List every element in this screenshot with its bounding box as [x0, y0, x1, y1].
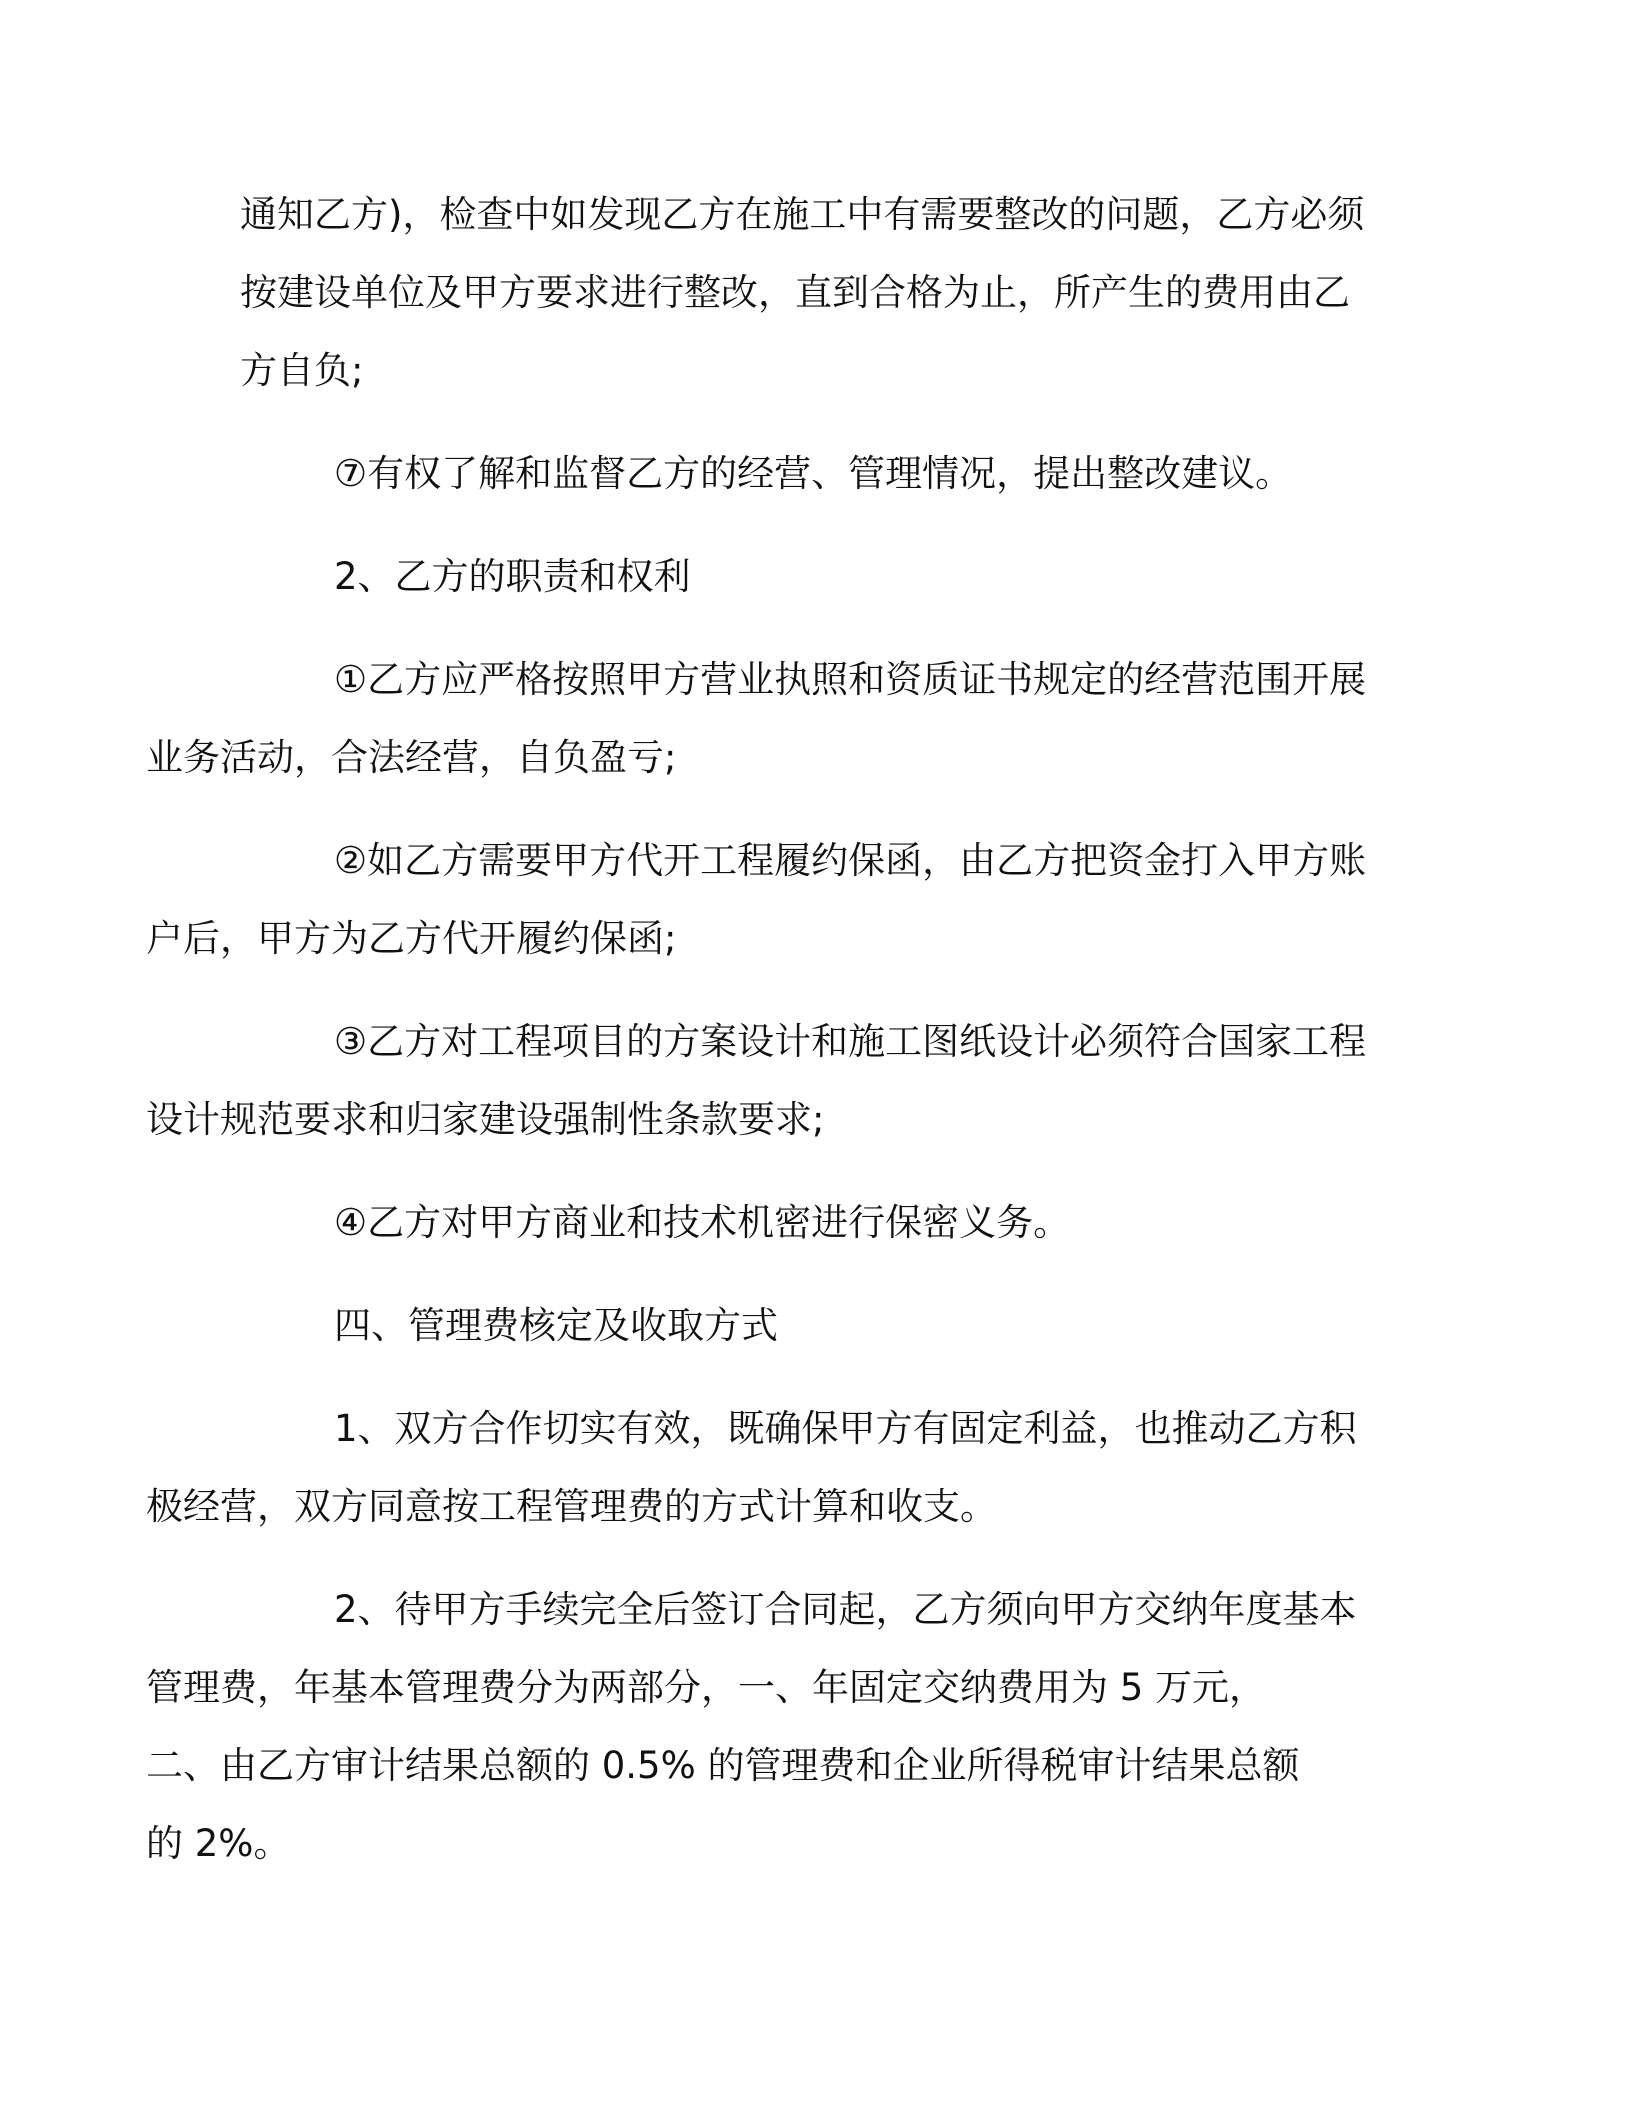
text-line: 2、乙方的职责和权利 — [334, 555, 691, 598]
text-line: 按建设单位及甲方要求进行整改，直到合格为止，所产生的费用由乙 — [240, 271, 1350, 314]
text-line: 四、管理费核定及收取方式 — [334, 1304, 778, 1347]
section-heading-management-fee — [240, 1287, 1400, 1365]
paragraph-fee-clause-2 — [146, 1571, 1400, 1883]
text-line: 管理费，年基本管理费分为两部分，一、年固定交纳费用为 5 万元， — [146, 1666, 1267, 1709]
document-page — [146, 176, 1400, 1908]
text-line: 设计规范要求和归家建设强制性条款要求; — [146, 1098, 825, 1141]
text-line: ③乙方对工程项目的方案设计和施工图纸设计必须符合国家工程 — [334, 1020, 1367, 1063]
text-line: 1、双方合作切实有效，既确保甲方有固定利益，也推动乙方积 — [334, 1407, 1357, 1450]
paragraph-item-1 — [146, 641, 1400, 797]
text-line: ①乙方应严格按照甲方营业执照和资质证书规定的经营范围开展 — [334, 658, 1367, 701]
paragraph-item-4 — [240, 1184, 1400, 1262]
text-line: 方自负; — [240, 349, 364, 392]
paragraph-fee-clause-1 — [146, 1390, 1400, 1546]
text-line: 的 2%。 — [146, 1822, 291, 1865]
text-line: ④乙方对甲方商业和技术机密进行保密义务。 — [334, 1201, 1071, 1244]
paragraph-inspection-rectification — [240, 176, 1400, 410]
paragraph-item-2 — [146, 822, 1400, 978]
paragraph-item-3 — [146, 1003, 1400, 1159]
text-line: ⑦有权了解和监督乙方的经营、管理情况，提出整改建议。 — [334, 452, 1293, 495]
text-line: 二、由乙方审计结果总额的 0.5% 的管理费和企业所得税审计结果总额 — [146, 1744, 1300, 1787]
text-line: 通知乙方)，检查中如发现乙方在施工中有需要整改的问题，乙方必须 — [240, 193, 1365, 236]
text-line: ②如乙方需要甲方代开工程履约保函，由乙方把资金打入甲方账 — [334, 839, 1367, 882]
text-line: 户后，甲方为乙方代开履约保函; — [146, 917, 677, 960]
text-line: 业务活动，合法经营，自负盈亏; — [146, 736, 677, 779]
paragraph-item-7 — [240, 435, 1400, 513]
section-heading-party-b-duties — [240, 538, 1400, 616]
text-line: 2、待甲方手续完全后签订合同起，乙方须向甲方交纳年度基本 — [334, 1588, 1357, 1631]
text-line: 极经营，双方同意按工程管理费的方式计算和收支。 — [146, 1485, 997, 1528]
